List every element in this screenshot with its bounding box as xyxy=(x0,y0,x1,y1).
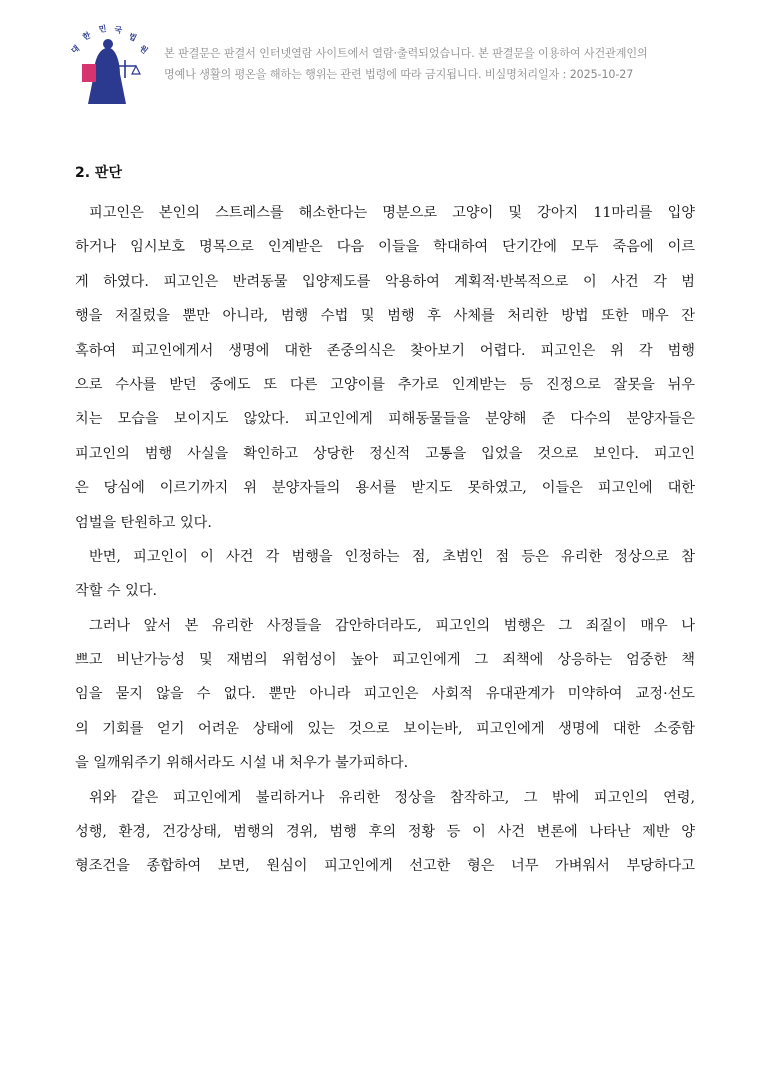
text-line: 피고인은 본인의 스트레스를 해소한다는 명분으로 고양이 및 강아지 11마리를 입양 xyxy=(89,205,695,221)
svg-text:법: 법 xyxy=(127,31,138,43)
notice-line: 명예나 생활의 평온을 해하는 행위는 관련 법령에 따라 금지됩니다. 비실명처리일자 : 2025-10-27 xyxy=(164,68,634,81)
svg-text:국: 국 xyxy=(113,25,123,36)
text-line: 은 당심에 이르기까지 위 분양자들의 용서를 받지도 못하였고, 이들은 피고인에 대한 xyxy=(75,480,695,497)
text-line: 을 일깨워주기 위해서라도 시설 내 처우가 불가피하다. xyxy=(75,755,409,772)
text-line: 성행, 환경, 건강상태, 범행의 경위, 범행 후의 정황 등 이 사건 변론에 나타난 제반 양 xyxy=(75,824,695,841)
text-line: 피고인의 범행 사실을 확인하고 상당한 정신적 고통을 입었을 것으로 보인다. 피고인 xyxy=(75,445,695,462)
text-line: 엄벌을 탄원하고 있다. xyxy=(75,514,212,531)
text-line: 게 하였다. 피고인은 반려동물 입양제도를 악용하여 계획적·반복적으로 이 사건 각 범 xyxy=(75,273,695,290)
judgment-body xyxy=(75,196,695,884)
usage-notice xyxy=(164,43,749,85)
text-line: 행을 저질렀을 뿐만 아니라, 범행 수법 및 범행 후 사체를 처리한 방법 또한 매우 잔 xyxy=(75,308,695,325)
text-line: 반면, 피고인이 이 사건 각 범행을 인정하는 점, 초범인 점 등은 유리한 정상으로 참 xyxy=(89,548,695,565)
text-line: 혹하여 피고인에게서 생명에 대한 존중의식은 찾아보기 어렵다. 피고인은 위 각 범행 xyxy=(75,342,695,359)
text-line: 그러나 앞서 본 유리한 사정들을 감안하더라도, 피고인의 범행은 그 죄질이 매우 나 xyxy=(89,617,695,634)
text-line: 임을 묻지 않을 수 없다. 뿐만 아니라 피고인은 사회적 유대관계가 미약하여 교정·선도 xyxy=(75,686,695,703)
svg-text:민: 민 xyxy=(98,24,107,34)
text-line: 위와 같은 피고인에게 불리하거나 유리한 정상을 참작하고, 그 밖에 피고인의 연령, xyxy=(89,789,695,806)
section-title: 2. 판단 xyxy=(75,165,122,181)
notice-line: 본 판결문은 판결서 인터넷열람 사이트에서 열람·출력되었습니다. 본 판결문을 이용하여 사건관계인의 xyxy=(164,47,648,60)
text-line: 하거나 임시보호 명목으로 인계받은 다음 이들을 학대하여 단기간에 모두 죽음에 이르 xyxy=(75,239,695,256)
svg-text:원: 원 xyxy=(137,43,150,56)
text-line: 작할 수 있다. xyxy=(75,583,158,600)
court-logo xyxy=(64,20,156,112)
text-line: 형조건을 종합하여 보면, 원심이 피고인에게 선고한 형은 너무 가벼워서 부당하다고 xyxy=(75,858,695,875)
text-line: 으로 수사를 받던 중에도 또 다른 고양이를 추가로 인계받는 등 진정으로 잘못을 뉘우 xyxy=(75,376,695,393)
svg-text:한: 한 xyxy=(81,30,92,42)
text-line: 치는 모습을 보이지도 않았다. 피고인에게 피해동물들을 분양해 준 다수의 분양자들은 xyxy=(75,411,695,428)
text-line: 쁘고 비난가능성 및 재범의 위험성이 높아 피고인에게 그 죄책에 상응하는 엄중한 책 xyxy=(75,652,695,669)
svg-text:대: 대 xyxy=(69,43,82,56)
text-line: 의 기회를 얻기 어려운 상태에 있는 것으로 보이는바, 피고인에게 생명에 대한 소중함 xyxy=(75,720,695,737)
